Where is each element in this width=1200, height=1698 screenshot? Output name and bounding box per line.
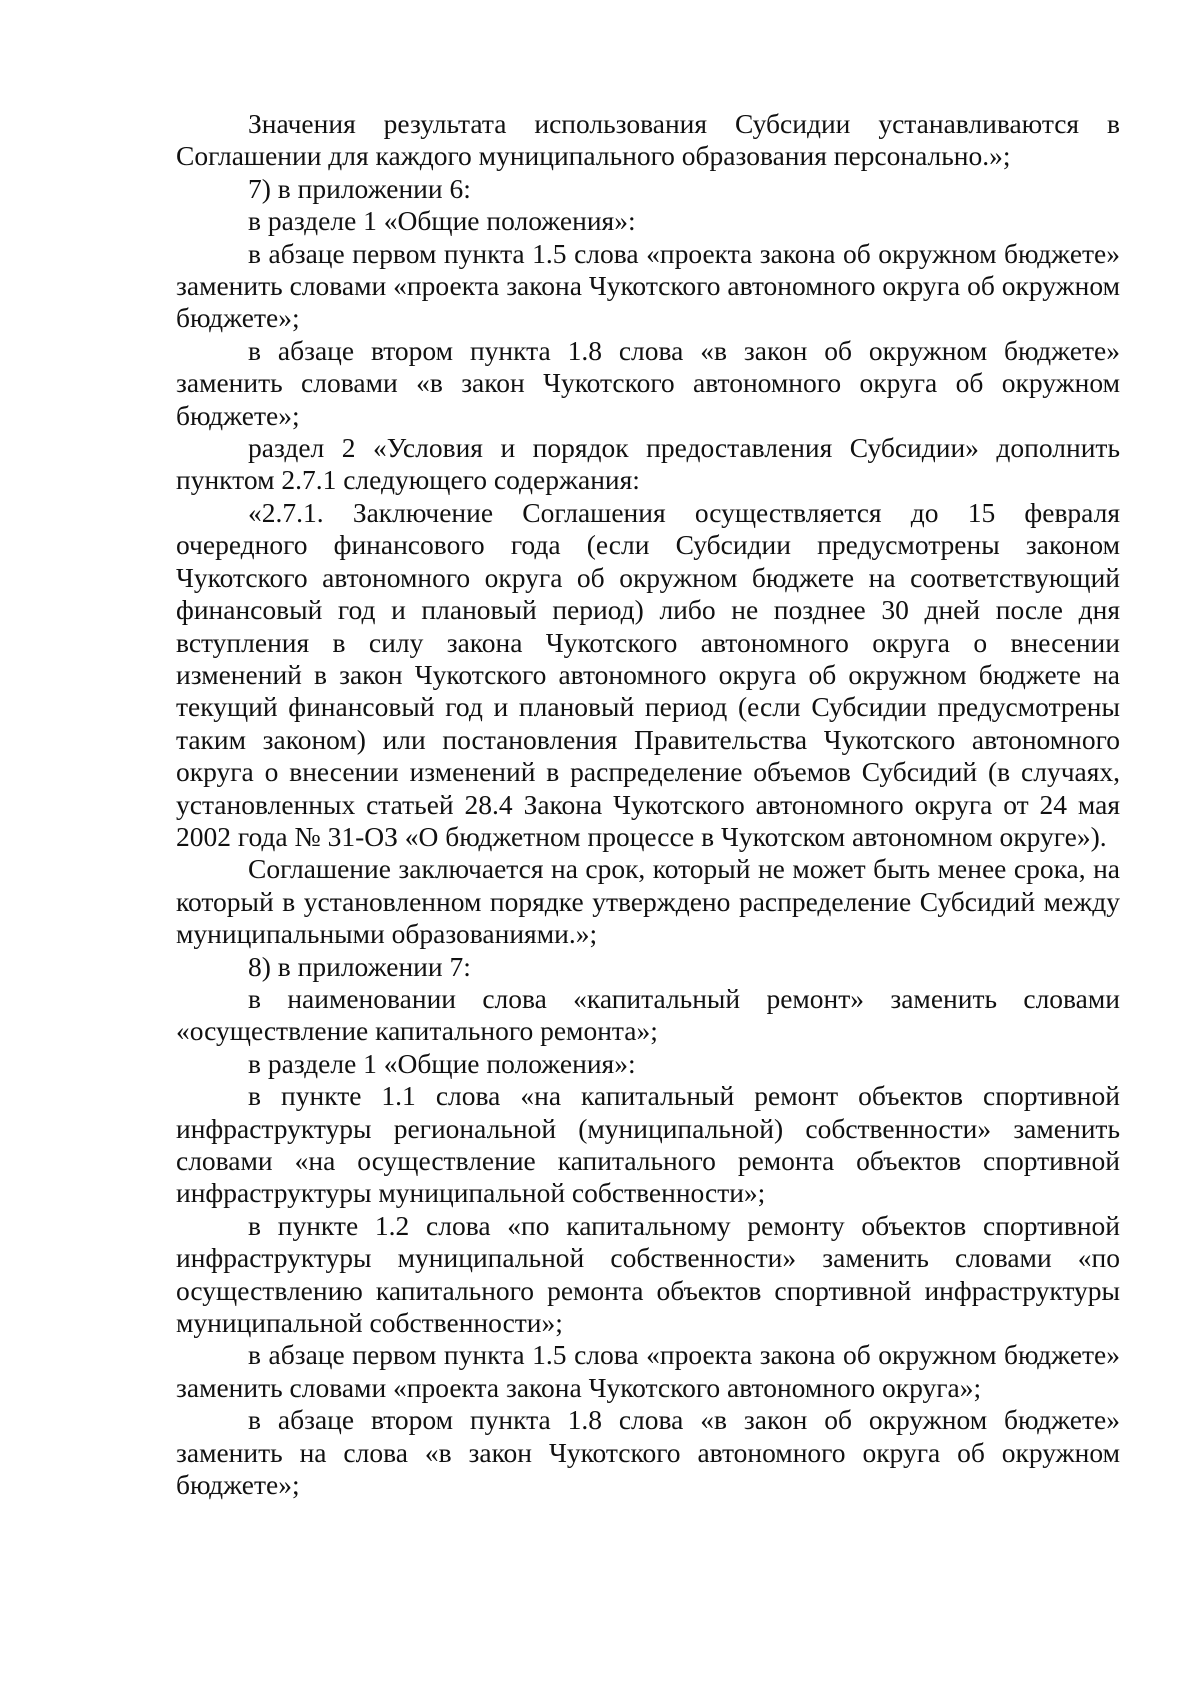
paragraph-section-1-general: в разделе 1 «Общие положения»: xyxy=(248,205,636,237)
paragraph-clause-1-1: в пункте 1.1 слова «на капитальный ремонт объектов спортивной инфраструктуры региональной (муниципальной) собственности» заменить словами «на осуществление капитального ремонта объектов спортивной инфраструктуры муниципальной собственности»; xyxy=(176,1080,1120,1209)
document-page xyxy=(176,108,1120,1501)
paragraph-clause-1-5: в абзаце первом пункта 1.5 слова «проекта закона об окружном бюджете» заменить словами «проекта закона Чукотского автономного округа об окружном бюджете»; xyxy=(176,237,1120,334)
paragraph-agreement-term: Соглашение заключается на срок, который не может быть менее срока, на который в установленном порядке утверждено распределение Субсидий между муниципальными образованиями.»; xyxy=(176,853,1120,950)
paragraph-appendix-6-heading: 7) в приложении 6: xyxy=(248,172,471,204)
paragraph-clause-1-5-second: в абзаце первом пункта 1.5 слова «проекта закона об окружном бюджете» заменить словами «проекта закона Чукотского автономного округа»; xyxy=(176,1339,1120,1403)
paragraph-subsidy-result-values: Значения результата использования Субсидии устанавливаются в Соглашении для каждого муниципального образования персонально.»; xyxy=(176,108,1120,172)
paragraph-section-2-addition: раздел 2 «Условия и порядок предоставления Субсидии» дополнить пунктом 2.7.1 следующего содержания: xyxy=(176,432,1120,496)
paragraph-clause-1-8: в абзаце втором пункта 1.8 слова «в закон об окружном бюджете» заменить словами «в закон Чукотского автономного округа об окружном бюджете»; xyxy=(176,334,1120,431)
paragraph-clause-1-8-second: в абзаце втором пункта 1.8 слова «в закон об окружном бюджете» заменить на слова «в закон Чукотского автономного округа об окружном бюджете»; xyxy=(176,1404,1120,1501)
paragraph-section-1-general-2: в разделе 1 «Общие положения»: xyxy=(248,1047,636,1079)
paragraph-clause-2-7-1: «2.7.1. Заключение Соглашения осуществляется до 15 февраля очередного финансового года (если Субсидии предусмотрены законом Чукотского автономного округа об окружном бюджете на соответствующий финансовый год и плановый период) либо не позднее 30 дней после дня вступления в силу закона Чукотского автономного округа о внесении изменений в закон Чукотского автономного округа об окружном бюджете на текущий финансовый год и плановый период (если Субсидии предусмотрены таким законом) или постановления Правительства Чукотского автономного округа о внесении изменений в распределение объемов Субсидий (в случаях, установленных статьей 28.4 Закона Чукотского автономного округа от 24 мая 2002 года № 31-ОЗ «О бюджетном процессе в Чукотском автономном округе»). xyxy=(176,496,1120,852)
paragraph-title-change: в наименовании слова «капитальный ремонт» заменить словами «осуществление капитального ремонта»; xyxy=(176,982,1120,1047)
paragraph-clause-1-2: в пункте 1.2 слова «по капитальному ремонту объектов спортивной инфраструктуры муниципальной собственности» заменить словами «по осуществлению капитального ремонта объектов спортивной инфраструктуры муниципальной собственности»; xyxy=(176,1209,1120,1339)
paragraph-appendix-7-heading: 8) в приложении 7: xyxy=(248,950,471,982)
